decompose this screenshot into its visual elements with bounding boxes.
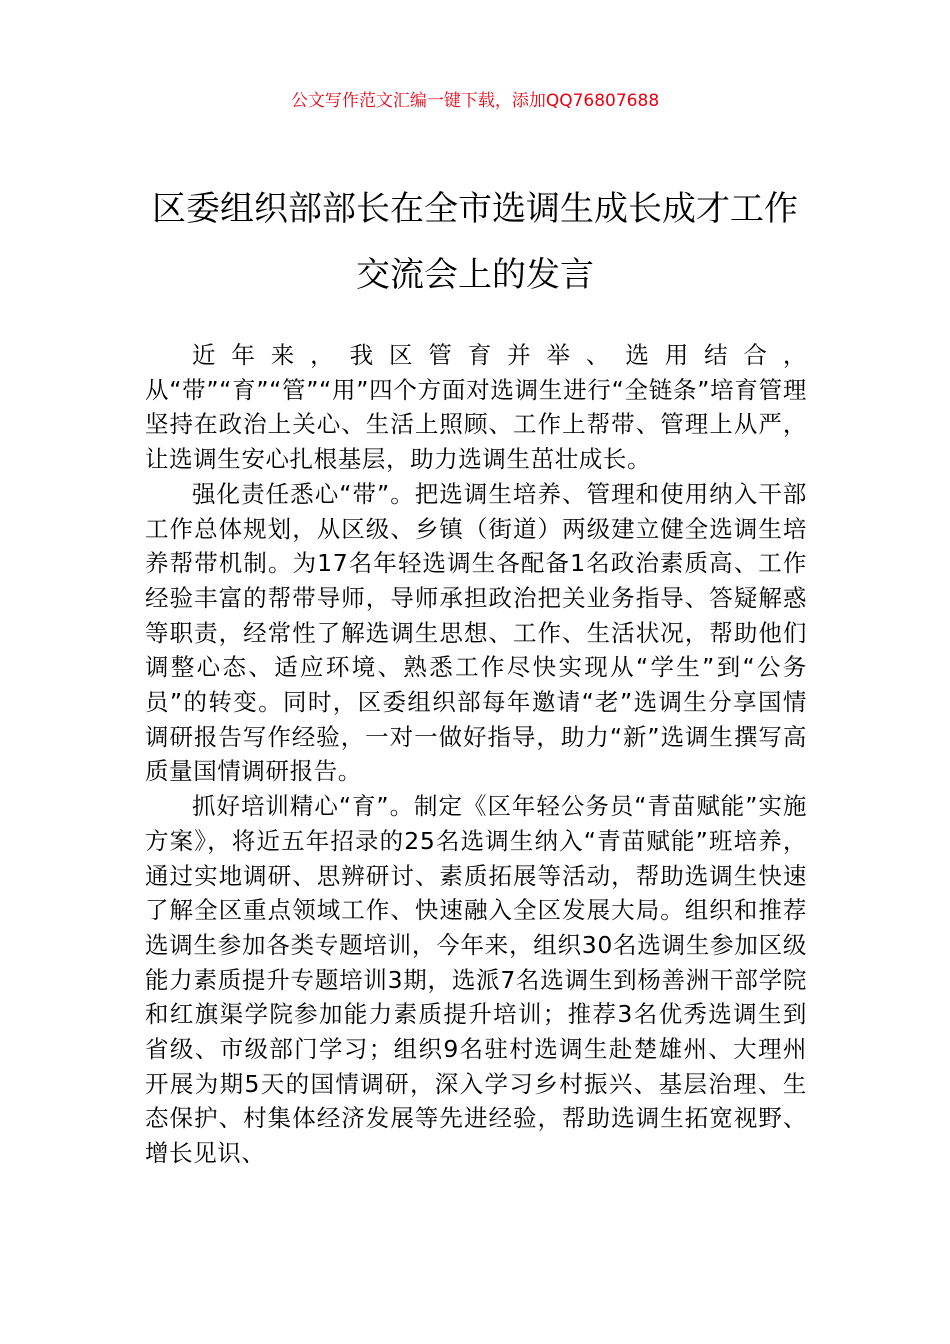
download-notice: 公文写作范文汇编一键下载，添加QQ76807688 <box>290 91 660 111</box>
document-body <box>145 338 807 1171</box>
paragraph-intro: 近年来，我区管育并举、选用结合，从“带”“育”“管”“用”四个方面对选调生进行“全链条”培育管理坚持在政治上关心、生活上照顾、工作上帮带、管理上从严，让选调生安心扎根基层，助力选调生茁壮成长。 <box>145 341 807 474</box>
document-title: 区委组织部部长在全市选调生成长成才工作交流会上的发言 <box>152 189 798 295</box>
paragraph-yu: 抓好培训精心“育”。制定《区年轻公务员“青苗赋能”实施方案》，将近五年招录的25名选调生纳入“青苗赋能”班培养，通过实地调研、思辨研讨、素质拓展等活动，帮助选调生快速了解全区重点领域工作、快速融入全区发展大局。组织和推荐选调生参加各类专题培训，今年来，组织30名选调生参加区级能力素质提升专题培训3期，选派7名选调生到杨善洲干部学院和红旗渠学院参加能力素质提升培训；推荐3名优秀选调生到省级、市级部门学习；组织9名驻村选调生赴楚雄州、大理州开展为期5天的国情调研，深入学习乡村振兴、基层治理、生态保护、村集体经济发展等先进经验，帮助选调生拓宽视野、增长见识、 <box>145 792 807 1168</box>
paragraph-dai: 强化责任悉心“带”。把选调生培养、管理和使用纳入干部工作总体规划，从区级、乡镇（街道）两级建立健全选调生培养帮带机制。为17名年轻选调生各配备1名政治素质高、工作经验丰富的帮带导师，导师承担政治把关业务指导、答疑解惑等职责，经常性了解选调生思想、工作、生活状况，帮助他们调整心态、适应环境、熟悉工作尽快实现从“学生”到“公务员”的转变。同时，区委组织部每年邀请“老”选调生分享国情调研报告写作经验，一对一做好指导，助力“新”选调生撰写高质量国情调研报告。 <box>145 479 807 786</box>
